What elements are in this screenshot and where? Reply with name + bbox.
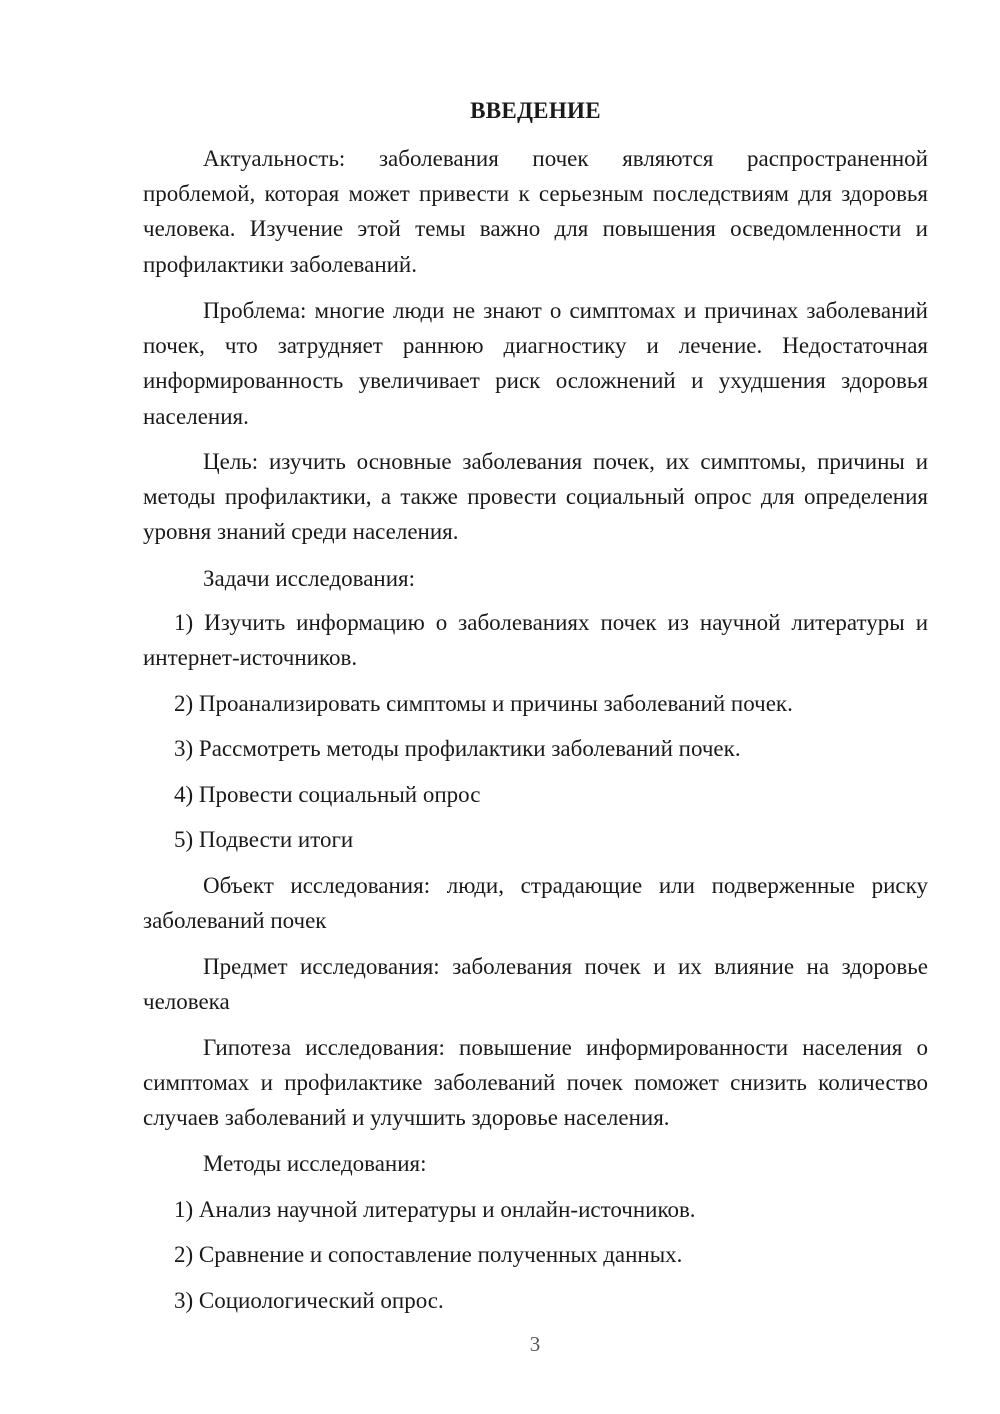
- tasks-heading: Задачи исследования:: [203, 566, 416, 591]
- relevance-paragraph: Актуальность: заболевания почек являются распространенной проблемой, которая может привести к серьезным последствиям для здоровья человека. Изучение этой темы важно для повышения осведомленности и профилактики заболеваний.: [143, 146, 928, 277]
- task-item-1: 1) Изучить информацию о заболеваниях почек из научной литературы и интернет-источников.: [143, 610, 928, 671]
- task-item-3: 3) Рассмотреть методы профилактики заболеваний почек.: [174, 736, 741, 761]
- section-title: ВВЕДЕНИЕ: [470, 98, 601, 123]
- method-item-3: 3) Социологический опрос.: [174, 1288, 444, 1313]
- task-item-2: 2) Проанализировать симптомы и причины заболеваний почек.: [174, 691, 793, 716]
- methods-heading: Методы исследования:: [203, 1151, 427, 1176]
- subject-paragraph: Предмет исследования: заболевания почек и их влияние на здоровье человека: [143, 954, 928, 1015]
- page-number: 3: [529, 1332, 541, 1356]
- task-item-5: 5) Подвести итоги: [174, 827, 354, 852]
- hypothesis-paragraph: Гипотеза исследования: повышение информированности населения о симптомах и профилактике заболеваний почек поможет снизить количество случаев заболеваний и улучшить здоровье населения.: [143, 1035, 928, 1131]
- object-paragraph: Объект исследования: люди, страдающие или подверженные риску заболеваний почек: [143, 873, 928, 934]
- method-item-2: 2) Сравнение и сопоставление полученных данных.: [174, 1242, 683, 1267]
- method-item-1: 1) Анализ научной литературы и онлайн-источников.: [174, 1197, 696, 1222]
- task-item-4: 4) Провести социальный опрос: [174, 782, 481, 807]
- goal-paragraph: Цель: изучить основные заболевания почек, их симптомы, причины и методы профилактики, а также провести социальный опрос для определения уровня знаний среди населения.: [143, 449, 928, 545]
- problem-paragraph: Проблема: многие люди не знают о симптомах и причинах заболеваний почек, что затрудняет раннюю диагностику и лечение. Недостаточная информированность увеличивает риск осложнений и ухудшения здоровья населения.: [143, 298, 928, 429]
